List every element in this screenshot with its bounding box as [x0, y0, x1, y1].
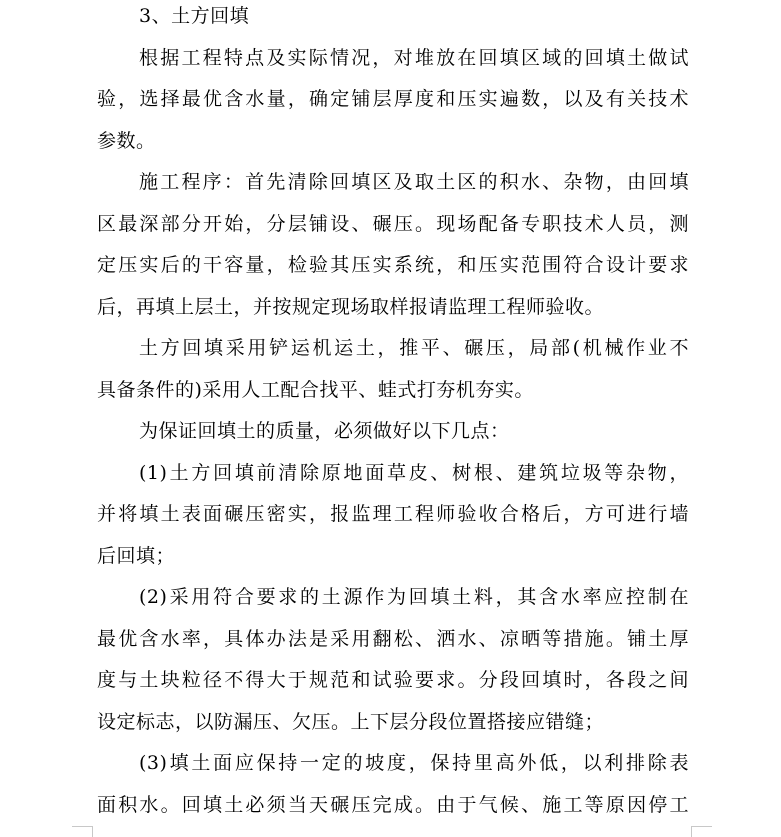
paragraph-machinery: [97, 328, 689, 411]
text-line: 根据工程特点及实际情况，对堆放在回填区域的回填土做试: [139, 46, 689, 69]
text-line: 后回填；: [97, 544, 176, 567]
section-heading: 3、土方回填: [139, 5, 250, 27]
margin-corner-mark-right: [691, 826, 712, 837]
text-line: 土方回填采用铲运机运土，推平、碾压，局部(机械作业不: [139, 337, 689, 359]
paragraph-test-fill: [97, 38, 689, 163]
text-line: 度与土块粒径不得大于规范和试验要求。分段回填时，各段之间: [97, 669, 689, 691]
text-line: 定压实后的干容量，检验其压实系统，和压实范围符合设计要求: [97, 254, 689, 276]
text-line: 设定标志，以防漏压、欠压。上下层分段位置搭接应错缝；: [97, 710, 605, 733]
text-line: 参数。: [97, 129, 156, 152]
paragraph-point-1: [97, 453, 689, 578]
text-line: 施工程序：首先清除回填区及取土区的积水、杂物，由回填: [139, 171, 689, 193]
paragraph-point-3: [97, 743, 689, 826]
paragraph-point-2: [97, 577, 689, 743]
text-line: 具备条件的)采用人工配合找平、蛙式打夯机夯实。: [97, 378, 534, 401]
text-line: 面积水。回填土必须当天碾压完成。由于气候、施工等原因停工: [97, 793, 689, 816]
text-line: 最优含水率，具体办法是采用翻松、洒水、凉晒等措施。铺土厚: [97, 627, 689, 650]
paragraph-quality-intro: [97, 411, 689, 453]
text-line: (2)采用符合要求的土源作为回填土料，其含水率应控制在: [139, 586, 689, 608]
text-line: 验，选择最优含水量，确定铺层厚度和压实遍数，以及有关技术: [97, 88, 689, 110]
text-line: 区最深部分开始，分层铺设、碾压。现场配备专职技术人员，测: [97, 212, 689, 235]
text-line: 为保证回填土的质量，必须做好以下几点：: [139, 420, 510, 442]
text-line: (3)填土面应保持一定的坡度，保持里高外低，以利排除表: [139, 752, 689, 774]
text-line: (1)土方回填前清除原地面草皮、树根、建筑垃圾等杂物，: [139, 461, 689, 484]
text-line: 后，再填上层土，并按规定现场取样报请监理工程师验收。: [97, 295, 605, 318]
text-line: 并将填土表面碾压密实，报监理工程师验收合格后，方可进行墙: [97, 503, 689, 525]
margin-corner-mark-left: [72, 826, 93, 837]
document-body: [97, 0, 689, 826]
paragraph-construction-procedure: [97, 162, 689, 328]
